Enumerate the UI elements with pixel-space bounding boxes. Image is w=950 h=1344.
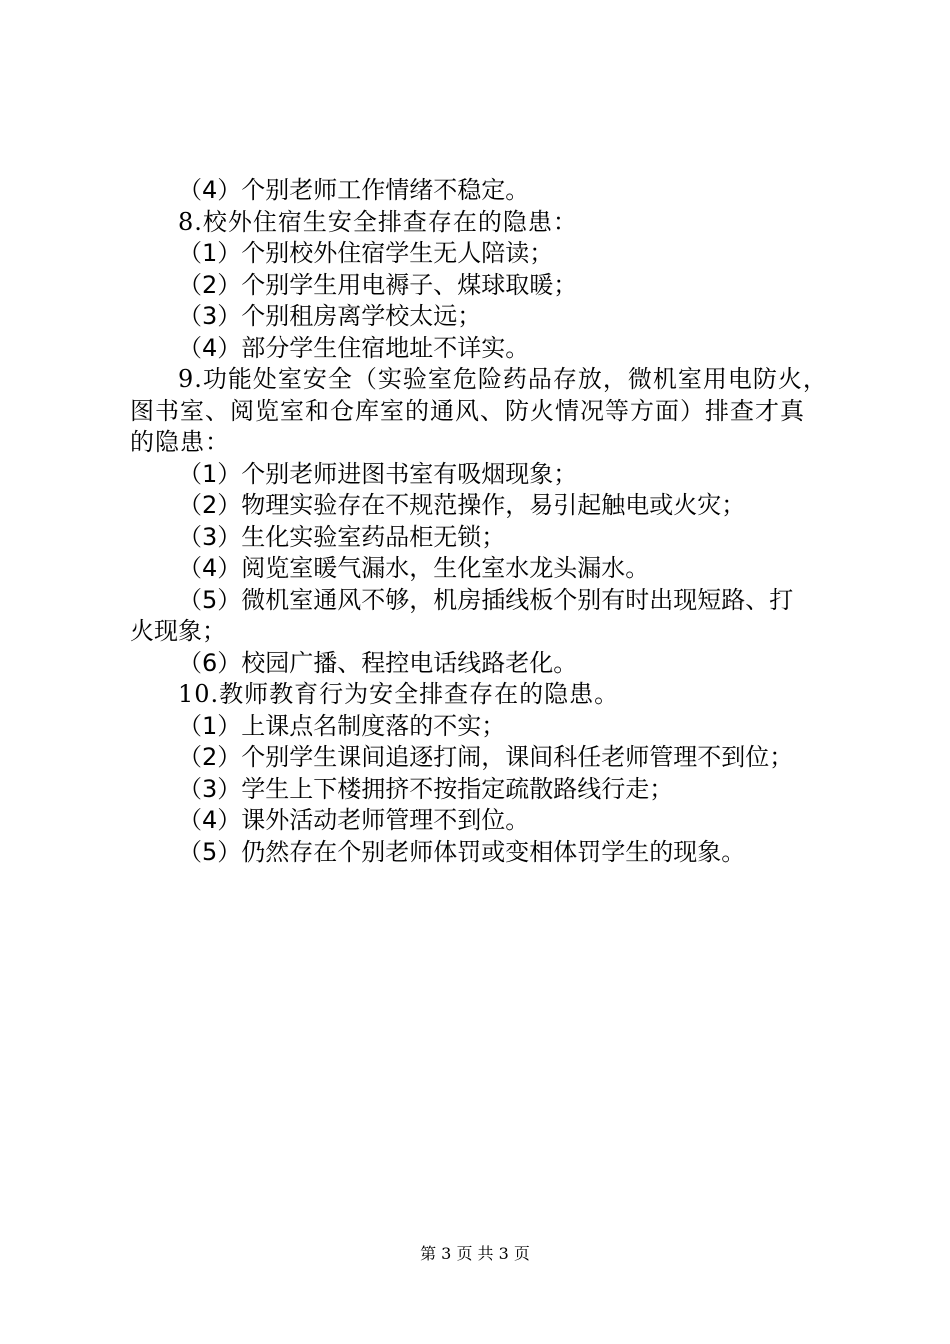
- list-item: （6）校园广播、程控电话线路老化。: [178, 648, 578, 677]
- list-item: （1）个别校外住宿学生无人陪读；: [178, 239, 554, 267]
- section-heading: 9.功能处室安全（实验室危险药品存放，微机室用电防火，: [178, 365, 828, 393]
- page-number-footer: 第 3 页 共 3 页: [420, 1244, 530, 1263]
- document-body: [130, 175, 850, 868]
- list-item: （5）仍然存在个别老师体罚或变相体罚学生的现象。: [178, 837, 746, 866]
- list-item: （3）生化实验室药品柜无锁；: [178, 522, 506, 551]
- list-item: （4）课外活动老师管理不到位。: [178, 806, 530, 834]
- list-item: （4）部分学生住宿地址不详实。: [178, 333, 530, 362]
- section-heading-continuation: 图书室、阅览室和仓库室的通风、防火情况等方面）排查才真: [130, 396, 805, 425]
- list-item: （2）个别学生用电褥子、煤球取暖；: [178, 270, 578, 299]
- list-item: （1）个别老师进图书室有吸烟现象；: [178, 459, 578, 488]
- list-item: （1）上课点名制度落的不实；: [178, 711, 506, 740]
- list-item: （2）物理实验存在不规范操作，易引起触电或火灾；: [178, 491, 746, 519]
- section-heading: 8.校外住宿生安全排查存在的隐患：: [178, 207, 578, 236]
- list-item: （3）学生上下楼拥挤不按指定疏散路线行走；: [178, 774, 674, 803]
- section-heading-continuation: 的隐患：: [130, 428, 230, 456]
- section-heading: 10.教师教育行为安全排查存在的隐患。: [178, 680, 620, 708]
- list-item: （4）个别老师工作情绪不稳定。: [178, 176, 530, 204]
- list-item: （4）阅览室暖气漏水，生化室水龙头漏水。: [178, 554, 650, 582]
- list-item: （5）微机室通风不够，机房插线板个别有时出现短路、打: [178, 585, 794, 614]
- list-item: （2）个别学生课间追逐打闹，课间科任老师管理不到位；: [178, 743, 794, 771]
- list-item: （3）个别租房离学校太远；: [178, 302, 482, 330]
- list-item-continuation: 火现象；: [130, 617, 226, 645]
